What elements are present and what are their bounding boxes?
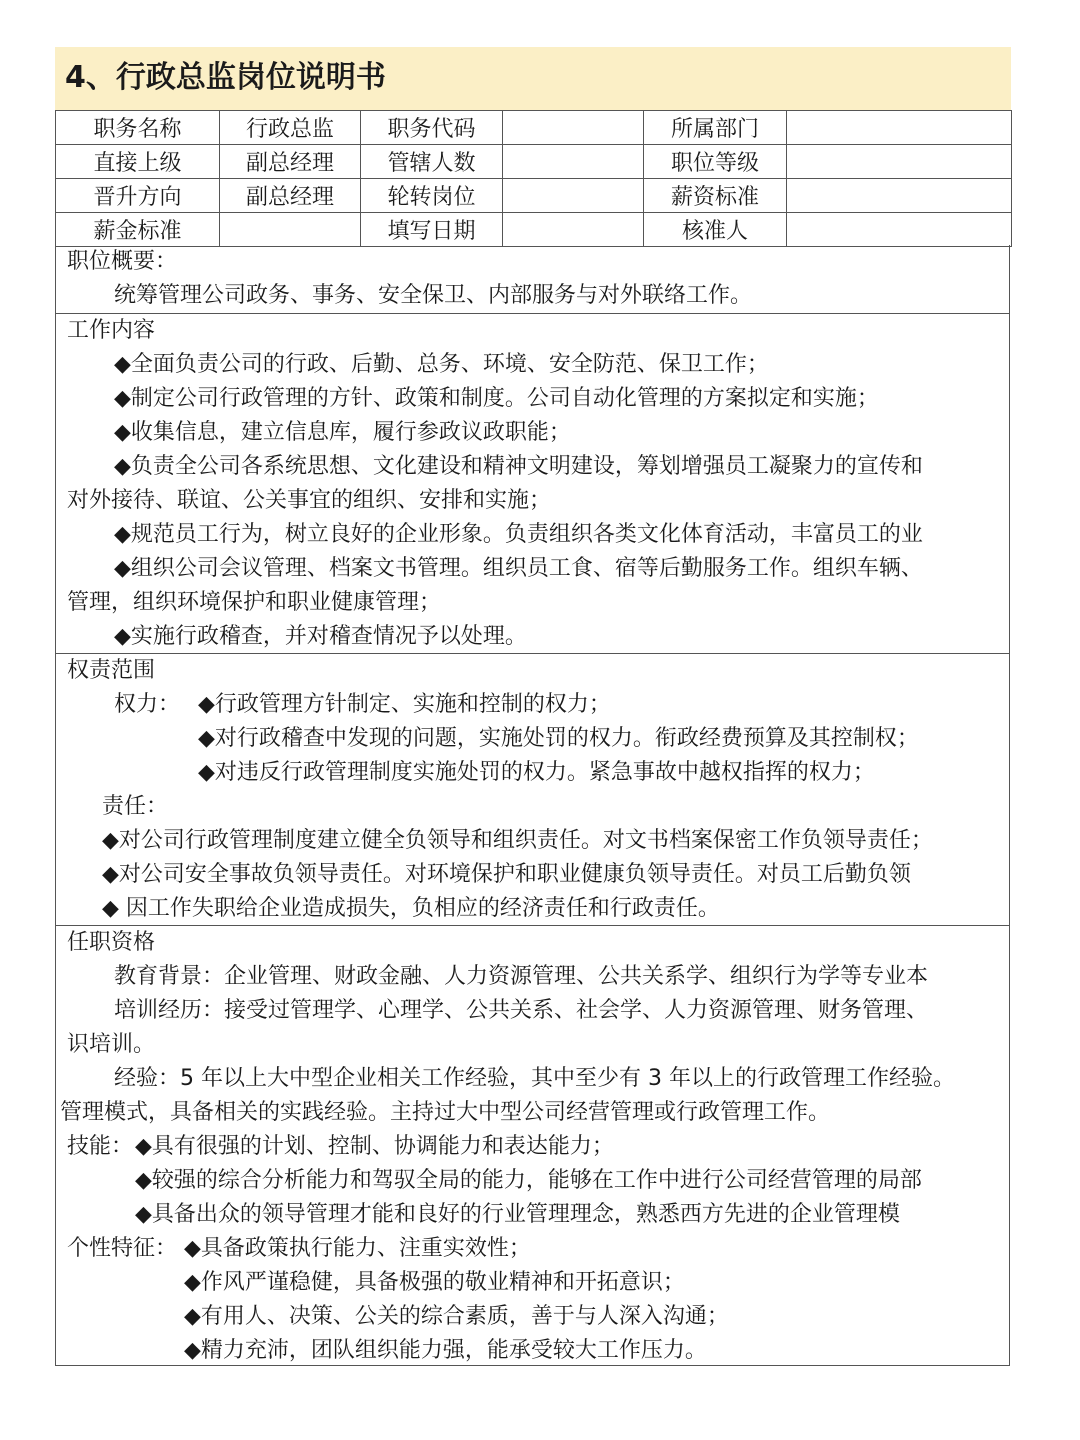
power-line: ◆行政管理方针制定、实施和控制的权力； (198, 692, 611, 717)
overview-heading: 职位概要： (67, 249, 178, 274)
table-cell (503, 145, 644, 179)
overview-text: 统筹管理公司政务、事务、安全保卫、内部服务与对外联络工作。 (114, 283, 753, 308)
duty-line: ◆收集信息，建立信息库，履行参政议政职能； (114, 420, 571, 445)
table-cell: 核准人 (644, 213, 787, 247)
table-cell: 职务代码 (361, 111, 503, 145)
skill-line: ◆具备出众的领导管理才能和良好的行业管理理念，熟悉西方先进的企业管理模 (135, 1202, 900, 1227)
page-title: 4、行政总监岗位说明书 (65, 60, 386, 95)
personality-line: ◆有用人、决策、公关的综合素质，善于与人深入沟通； (184, 1304, 729, 1329)
table-cell: 职务名称 (56, 111, 220, 145)
training-continued: 识培训。 (67, 1032, 156, 1057)
education-line: 教育背景：企业管理、财政金融、人力资源管理、公共关系学、组织行为学等专业本 (114, 964, 929, 989)
duty-line: ◆全面负责公司的行政、后勤、总务、环境、安全防范、保卫工作； (114, 352, 769, 377)
table-cell (787, 145, 1012, 179)
table-cell (503, 179, 644, 213)
table-cell: 晋升方向 (56, 179, 220, 213)
table-row (56, 111, 1012, 145)
authority-section (55, 654, 1010, 926)
table-cell: 薪资标准 (644, 179, 787, 213)
responsibility-line: ◆ 因工作失职给企业造成损失，负相应的经济责任和行政责任。 (102, 896, 720, 921)
table-cell: 行政总监 (220, 111, 361, 145)
duty-line: ◆负责全公司各系统思想、文化建设和精神文明建设，筹划增强员工凝聚力的宣传和 (114, 454, 923, 479)
authority-heading: 权责范围 (67, 658, 156, 683)
skills-label: 技能： (67, 1134, 134, 1159)
table-cell: 所属部门 (644, 111, 787, 145)
duty-line: ◆规范员工行为，树立良好的企业形象。负责组织各类文化体育活动，丰富员工的业 (114, 522, 923, 547)
overview-section (55, 245, 1010, 314)
table-cell: 填写日期 (361, 213, 503, 247)
table-cell: 副总经理 (220, 145, 361, 179)
table-row (56, 145, 1012, 179)
table-cell (503, 111, 644, 145)
duties-section (55, 314, 1010, 654)
responsibility-label: 责任： (102, 794, 169, 819)
table-cell: 轮转岗位 (361, 179, 503, 213)
table-cell (787, 179, 1012, 213)
duties-heading: 工作内容 (67, 318, 156, 343)
table-cell (220, 213, 361, 247)
table-cell: 薪金标准 (56, 213, 220, 247)
table-row (56, 213, 1012, 247)
responsibility-line: ◆对公司安全事故负领导责任。对环境保护和职业健康负领导责任。对员工后勤负领 (102, 862, 911, 887)
personality-line: ◆作风严谨稳健，具备极强的敬业精神和开拓意识； (184, 1270, 685, 1295)
skill-line: ◆具有很强的计划、控制、协调能力和表达能力； (135, 1134, 614, 1159)
basic-info-table (55, 110, 1012, 247)
duty-line: 对外接待、联谊、公关事宜的组织、安排和实施； (67, 488, 552, 513)
duty-line: ◆实施行政稽查，并对稽查情况予以处理。 (114, 624, 527, 649)
qualifications-section (55, 926, 1010, 1366)
power-line: ◆对行政稽查中发现的问题，实施处罚的权力。衔政经费预算及其控制权； (198, 726, 919, 751)
table-cell (787, 213, 1012, 247)
table-cell: 副总经理 (220, 179, 361, 213)
duty-line: ◆组织公司会议管理、档案文书管理。组织员工食、宿等后勤服务工作。组织车辆、 (114, 556, 923, 581)
skill-line: ◆较强的综合分析能力和驾驭全局的能力，能够在工作中进行公司经营管理的局部 (135, 1168, 922, 1193)
duty-line: ◆制定公司行政管理的方针、政策和制度。公司自动化管理的方案拟定和实施； (114, 386, 879, 411)
duty-line: 管理，组织环境保护和职业健康管理； (67, 590, 442, 615)
table-cell (787, 111, 1012, 145)
table-cell: 职位等级 (644, 145, 787, 179)
personality-line: ◆精力充沛，团队组织能力强，能承受较大工作压力。 (184, 1338, 707, 1363)
training-line: 培训经历：接受过管理学、心理学、公共关系、社会学、人力资源管理、财务管理、 (114, 998, 929, 1023)
personality-label: 个性特征： (67, 1236, 178, 1261)
personality-line: ◆具备政策执行能力、注重实效性； (184, 1236, 531, 1261)
qualifications-heading: 任职资格 (67, 930, 156, 955)
power-line: ◆对违反行政管理制度实施处罚的权力。紧急事故中越权指挥的权力； (198, 760, 875, 785)
table-cell: 直接上级 (56, 145, 220, 179)
power-label: 权力： (114, 692, 181, 717)
experience-line: 经验：5 年以上大中型企业相关工作经验，其中至少有 3 年以上的行政管理工作经验。 (114, 1066, 955, 1091)
table-row (56, 179, 1012, 213)
experience-continued: 管理模式，具备相关的实践经验。主持过大中型公司经营管理或行政管理工作。 (60, 1100, 831, 1125)
table-cell: 管辖人数 (361, 145, 503, 179)
table-cell (503, 213, 644, 247)
title-banner (55, 47, 1011, 110)
responsibility-line: ◆对公司行政管理制度建立健全负领导和组织责任。对文书档案保密工作负领导责任； (102, 828, 933, 853)
